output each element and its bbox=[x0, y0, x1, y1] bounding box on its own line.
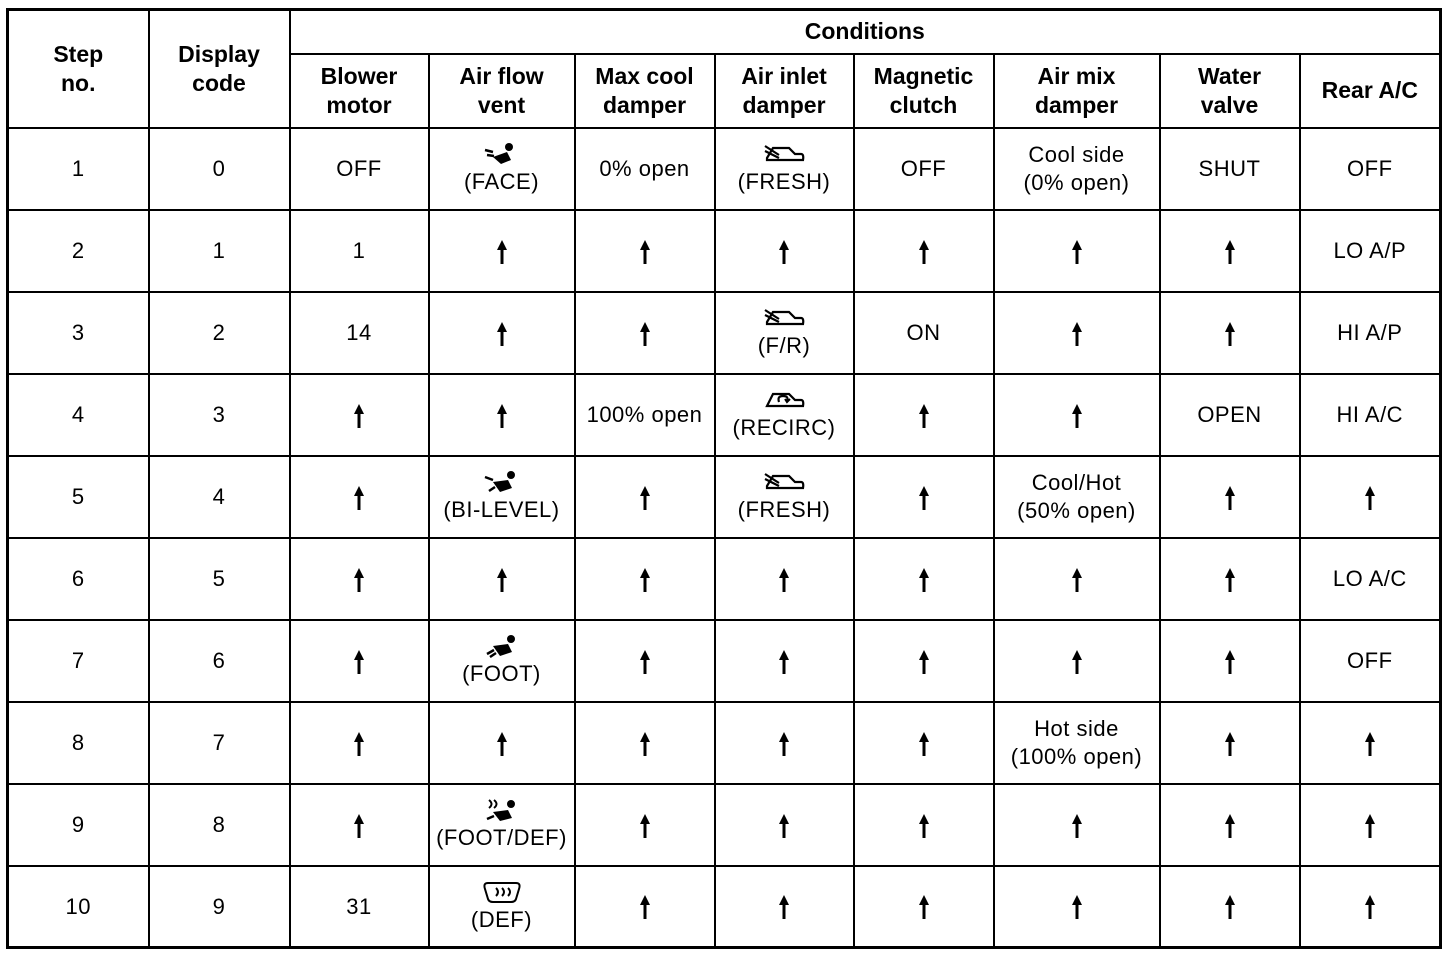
ditto-arrow-icon bbox=[917, 483, 931, 508]
cell-text: OFF bbox=[1347, 155, 1393, 181]
cell-text: 8 bbox=[212, 811, 226, 837]
conditions-header: Conditions bbox=[290, 10, 1441, 54]
cell-text: 8 bbox=[71, 729, 85, 755]
blower-motor-cell bbox=[290, 538, 429, 620]
water-valve-cell bbox=[1160, 866, 1300, 948]
cell-text: (FRESH) bbox=[737, 496, 831, 522]
magnetic-clutch-cell bbox=[854, 292, 994, 374]
ditto-arrow-icon bbox=[777, 729, 791, 754]
table-row bbox=[8, 702, 1441, 784]
ditto-arrow-icon bbox=[352, 483, 366, 508]
magnetic-clutch-cell bbox=[854, 128, 994, 210]
max-cool-damper-cell bbox=[575, 620, 715, 702]
step-no-cell bbox=[8, 538, 149, 620]
ditto-arrow-icon bbox=[1363, 729, 1377, 754]
conditions-table bbox=[6, 8, 1442, 949]
blower-motor-cell bbox=[290, 866, 429, 948]
step-no-cell bbox=[8, 374, 149, 456]
cell-text: (FOOT) bbox=[462, 660, 541, 686]
cell-text: 5 bbox=[212, 565, 226, 591]
ditto-arrow-icon bbox=[1070, 811, 1084, 836]
ditto-arrow-icon bbox=[777, 237, 791, 262]
cell-text: (DEF) bbox=[470, 906, 533, 932]
air-flow-vent-cell bbox=[429, 538, 575, 620]
air-mix-damper-cell bbox=[994, 292, 1160, 374]
cell-text: 1 bbox=[212, 237, 226, 263]
table-row bbox=[8, 866, 1441, 948]
display-code-cell bbox=[149, 210, 290, 292]
ditto-arrow-icon bbox=[1070, 237, 1084, 262]
magnetic-clutch-cell bbox=[854, 538, 994, 620]
ditto-arrow-icon bbox=[638, 893, 652, 918]
cell-text: (F/R) bbox=[757, 332, 811, 358]
cell-text: (RECIRC) bbox=[732, 414, 836, 440]
ditto-arrow-icon bbox=[638, 729, 652, 754]
air-flow-vent-cell bbox=[429, 784, 575, 866]
ditto-arrow-icon bbox=[917, 401, 931, 426]
cell-text: LO A/P bbox=[1333, 237, 1407, 263]
magnetic-clutch-cell bbox=[854, 374, 994, 456]
water-valve-cell bbox=[1160, 210, 1300, 292]
column-header-air-flow-vent: Air flow vent bbox=[429, 54, 575, 128]
ditto-arrow-icon bbox=[495, 401, 509, 426]
rear-ac-cell bbox=[1300, 128, 1441, 210]
rear-ac-cell bbox=[1300, 210, 1441, 292]
ditto-arrow-icon bbox=[917, 647, 931, 672]
face-vent-icon bbox=[481, 142, 523, 166]
rear-ac-cell bbox=[1300, 784, 1441, 866]
air-mix-damper-cell bbox=[994, 456, 1160, 538]
ditto-arrow-icon bbox=[777, 893, 791, 918]
ditto-arrow-icon bbox=[352, 729, 366, 754]
ditto-arrow-icon bbox=[352, 647, 366, 672]
cell-text: 1 bbox=[352, 237, 366, 263]
ditto-arrow-icon bbox=[917, 729, 931, 754]
max-cool-damper-cell bbox=[575, 374, 715, 456]
air-flow-vent-cell bbox=[429, 702, 575, 784]
step-no-cell bbox=[8, 784, 149, 866]
ditto-arrow-icon bbox=[638, 647, 652, 672]
ditto-arrow-icon bbox=[777, 811, 791, 836]
table-row bbox=[8, 620, 1441, 702]
blower-motor-cell bbox=[290, 128, 429, 210]
step-no-cell bbox=[8, 456, 149, 538]
air-mix-damper-cell bbox=[994, 620, 1160, 702]
air-flow-vent-cell bbox=[429, 292, 575, 374]
ditto-arrow-icon bbox=[1070, 647, 1084, 672]
column-header-max-cool-damper: Max cool damper bbox=[575, 54, 715, 128]
display-code-cell bbox=[149, 702, 290, 784]
air-mix-damper-cell bbox=[994, 784, 1160, 866]
max-cool-damper-cell bbox=[575, 456, 715, 538]
table-row bbox=[8, 538, 1441, 620]
cell-text: 3 bbox=[212, 401, 226, 427]
ditto-arrow-icon bbox=[1223, 893, 1237, 918]
cell-text: Cool/Hot (50% open) bbox=[1017, 470, 1136, 523]
blower-motor-cell bbox=[290, 620, 429, 702]
cell-text: LO A/C bbox=[1332, 565, 1407, 591]
display-code-cell bbox=[149, 456, 290, 538]
cell-text: OFF bbox=[1347, 647, 1393, 673]
ditto-arrow-icon bbox=[352, 401, 366, 426]
column-header-rear-ac: Rear A/C bbox=[1300, 54, 1441, 128]
cell-text: 6 bbox=[212, 647, 226, 673]
air-mix-damper-cell bbox=[994, 702, 1160, 784]
ditto-arrow-icon bbox=[777, 565, 791, 590]
cell-text: Cool side (0% open) bbox=[1023, 142, 1130, 195]
ditto-arrow-icon bbox=[638, 811, 652, 836]
water-valve-cell bbox=[1160, 784, 1300, 866]
air-inlet-damper-cell bbox=[715, 784, 854, 866]
air-inlet-damper-cell bbox=[715, 456, 854, 538]
blower-motor-cell bbox=[290, 702, 429, 784]
cell-text: 10 bbox=[65, 893, 91, 919]
fresh-air-icon bbox=[763, 142, 805, 166]
foot-def-vent-icon bbox=[481, 798, 523, 822]
table-row bbox=[8, 210, 1441, 292]
bi-level-vent-icon bbox=[481, 470, 523, 494]
column-header-blower-motor: Blower motor bbox=[290, 54, 429, 128]
ditto-arrow-icon bbox=[1223, 647, 1237, 672]
table-row bbox=[8, 128, 1441, 210]
ditto-arrow-icon bbox=[1223, 811, 1237, 836]
table-body bbox=[8, 128, 1441, 948]
table-row bbox=[8, 784, 1441, 866]
air-inlet-damper-cell bbox=[715, 292, 854, 374]
ditto-arrow-icon bbox=[638, 237, 652, 262]
header-row-top bbox=[8, 10, 1441, 54]
blower-motor-cell bbox=[290, 292, 429, 374]
step-no-cell bbox=[8, 128, 149, 210]
rear-ac-cell bbox=[1300, 620, 1441, 702]
cell-text: 9 bbox=[71, 811, 85, 837]
max-cool-damper-cell bbox=[575, 210, 715, 292]
cell-text: 9 bbox=[212, 893, 226, 919]
water-valve-cell bbox=[1160, 374, 1300, 456]
ditto-arrow-icon bbox=[495, 729, 509, 754]
ditto-arrow-icon bbox=[917, 237, 931, 262]
magnetic-clutch-cell bbox=[854, 210, 994, 292]
cell-text: 100% open bbox=[586, 401, 703, 427]
recirc-air-icon bbox=[763, 388, 805, 412]
display-code-cell bbox=[149, 292, 290, 374]
step-no-cell bbox=[8, 866, 149, 948]
rear-ac-cell bbox=[1300, 292, 1441, 374]
cell-text: OPEN bbox=[1197, 401, 1262, 427]
ditto-arrow-icon bbox=[638, 319, 652, 344]
ditto-arrow-icon bbox=[352, 565, 366, 590]
cell-text: 4 bbox=[212, 483, 226, 509]
air-flow-vent-cell bbox=[429, 374, 575, 456]
table-row bbox=[8, 374, 1441, 456]
water-valve-cell bbox=[1160, 292, 1300, 374]
rear-ac-cell bbox=[1300, 456, 1441, 538]
magnetic-clutch-cell bbox=[854, 620, 994, 702]
ditto-arrow-icon bbox=[1223, 483, 1237, 508]
air-inlet-damper-cell bbox=[715, 374, 854, 456]
ditto-arrow-icon bbox=[1070, 319, 1084, 344]
ditto-arrow-icon bbox=[638, 565, 652, 590]
cell-text: 6 bbox=[71, 565, 85, 591]
cell-text: (FOOT/DEF) bbox=[436, 824, 567, 850]
air-mix-damper-cell bbox=[994, 128, 1160, 210]
display-code-cell bbox=[149, 620, 290, 702]
ditto-arrow-icon bbox=[1223, 565, 1237, 590]
max-cool-damper-cell bbox=[575, 292, 715, 374]
display-code-cell bbox=[149, 784, 290, 866]
step-no-cell bbox=[8, 210, 149, 292]
foot-vent-icon bbox=[481, 634, 523, 658]
ditto-arrow-icon bbox=[638, 483, 652, 508]
cell-text: 14 bbox=[346, 319, 372, 345]
water-valve-cell bbox=[1160, 620, 1300, 702]
ditto-arrow-icon bbox=[1070, 401, 1084, 426]
ditto-arrow-icon bbox=[352, 811, 366, 836]
step-no-cell bbox=[8, 292, 149, 374]
rear-ac-cell bbox=[1300, 374, 1441, 456]
cell-text: (FACE) bbox=[463, 168, 540, 194]
table-row bbox=[8, 456, 1441, 538]
air-flow-vent-cell bbox=[429, 456, 575, 538]
magnetic-clutch-cell bbox=[854, 866, 994, 948]
max-cool-damper-cell bbox=[575, 702, 715, 784]
ditto-arrow-icon bbox=[1363, 811, 1377, 836]
air-inlet-damper-cell bbox=[715, 128, 854, 210]
ditto-arrow-icon bbox=[495, 237, 509, 262]
water-valve-cell bbox=[1160, 128, 1300, 210]
fresh-air-icon bbox=[763, 306, 805, 330]
column-header-air-mix-damper: Air mix damper bbox=[994, 54, 1160, 128]
cell-text: 2 bbox=[71, 237, 85, 263]
rear-ac-cell bbox=[1300, 538, 1441, 620]
air-flow-vent-cell bbox=[429, 128, 575, 210]
ditto-arrow-icon bbox=[1223, 319, 1237, 344]
air-inlet-damper-cell bbox=[715, 538, 854, 620]
blower-motor-cell bbox=[290, 784, 429, 866]
max-cool-damper-cell bbox=[575, 538, 715, 620]
air-inlet-damper-cell bbox=[715, 210, 854, 292]
air-flow-vent-cell bbox=[429, 210, 575, 292]
cell-text: 0 bbox=[212, 155, 226, 181]
air-inlet-damper-cell bbox=[715, 702, 854, 784]
air-mix-damper-cell bbox=[994, 866, 1160, 948]
cell-text: 31 bbox=[346, 893, 372, 919]
def-vent-icon bbox=[481, 880, 523, 904]
blower-motor-cell bbox=[290, 456, 429, 538]
ditto-arrow-icon bbox=[1070, 893, 1084, 918]
ditto-arrow-icon bbox=[1070, 565, 1084, 590]
ditto-arrow-icon bbox=[1223, 237, 1237, 262]
air-flow-vent-cell bbox=[429, 620, 575, 702]
ditto-arrow-icon bbox=[1363, 483, 1377, 508]
cell-text: ON bbox=[906, 319, 941, 345]
cell-text: 0% open bbox=[599, 155, 690, 181]
water-valve-cell bbox=[1160, 702, 1300, 784]
display-code-cell bbox=[149, 128, 290, 210]
step-no-cell bbox=[8, 620, 149, 702]
column-header-air-inlet-damper: Air inlet damper bbox=[715, 54, 854, 128]
blower-motor-cell bbox=[290, 210, 429, 292]
column-header-magnetic-clutch: Magnetic clutch bbox=[854, 54, 994, 128]
ditto-arrow-icon bbox=[495, 319, 509, 344]
max-cool-damper-cell bbox=[575, 128, 715, 210]
cell-text: 2 bbox=[212, 319, 226, 345]
air-mix-damper-cell bbox=[994, 538, 1160, 620]
display-code-cell bbox=[149, 538, 290, 620]
display-code-cell bbox=[149, 374, 290, 456]
cell-text: OFF bbox=[900, 155, 947, 181]
air-mix-damper-cell bbox=[994, 374, 1160, 456]
ditto-arrow-icon bbox=[917, 893, 931, 918]
cell-text: 5 bbox=[71, 483, 85, 509]
cell-text: 3 bbox=[71, 319, 85, 345]
cell-text: HI A/P bbox=[1337, 319, 1403, 345]
air-flow-vent-cell bbox=[429, 866, 575, 948]
magnetic-clutch-cell bbox=[854, 784, 994, 866]
step-no-header: Step no. bbox=[8, 10, 149, 128]
step-no-cell bbox=[8, 702, 149, 784]
cell-text: (FRESH) bbox=[737, 168, 831, 194]
cell-text: (BI-LEVEL) bbox=[443, 496, 560, 522]
rear-ac-cell bbox=[1300, 702, 1441, 784]
cell-text: SHUT bbox=[1198, 155, 1261, 181]
magnetic-clutch-cell bbox=[854, 702, 994, 784]
cell-text: 1 bbox=[71, 155, 85, 181]
cell-text: OFF bbox=[336, 155, 382, 181]
water-valve-cell bbox=[1160, 538, 1300, 620]
water-valve-cell bbox=[1160, 456, 1300, 538]
table-row bbox=[8, 292, 1441, 374]
display-code-header: Display code bbox=[149, 10, 290, 128]
ditto-arrow-icon bbox=[777, 647, 791, 672]
magnetic-clutch-cell bbox=[854, 456, 994, 538]
max-cool-damper-cell bbox=[575, 866, 715, 948]
cell-text: HI A/C bbox=[1336, 401, 1404, 427]
air-inlet-damper-cell bbox=[715, 866, 854, 948]
cell-text: 7 bbox=[71, 647, 85, 673]
ditto-arrow-icon bbox=[495, 565, 509, 590]
fresh-air-icon bbox=[763, 470, 805, 494]
blower-motor-cell bbox=[290, 374, 429, 456]
column-header-water-valve: Water valve bbox=[1160, 54, 1300, 128]
air-inlet-damper-cell bbox=[715, 620, 854, 702]
rear-ac-cell bbox=[1300, 866, 1441, 948]
max-cool-damper-cell bbox=[575, 784, 715, 866]
ditto-arrow-icon bbox=[1363, 893, 1377, 918]
display-code-cell bbox=[149, 866, 290, 948]
cell-text: Hot side (100% open) bbox=[1010, 716, 1143, 769]
cell-text: 4 bbox=[71, 401, 85, 427]
air-mix-damper-cell bbox=[994, 210, 1160, 292]
ditto-arrow-icon bbox=[917, 811, 931, 836]
ditto-arrow-icon bbox=[1223, 729, 1237, 754]
ditto-arrow-icon bbox=[917, 565, 931, 590]
cell-text: 7 bbox=[212, 729, 226, 755]
